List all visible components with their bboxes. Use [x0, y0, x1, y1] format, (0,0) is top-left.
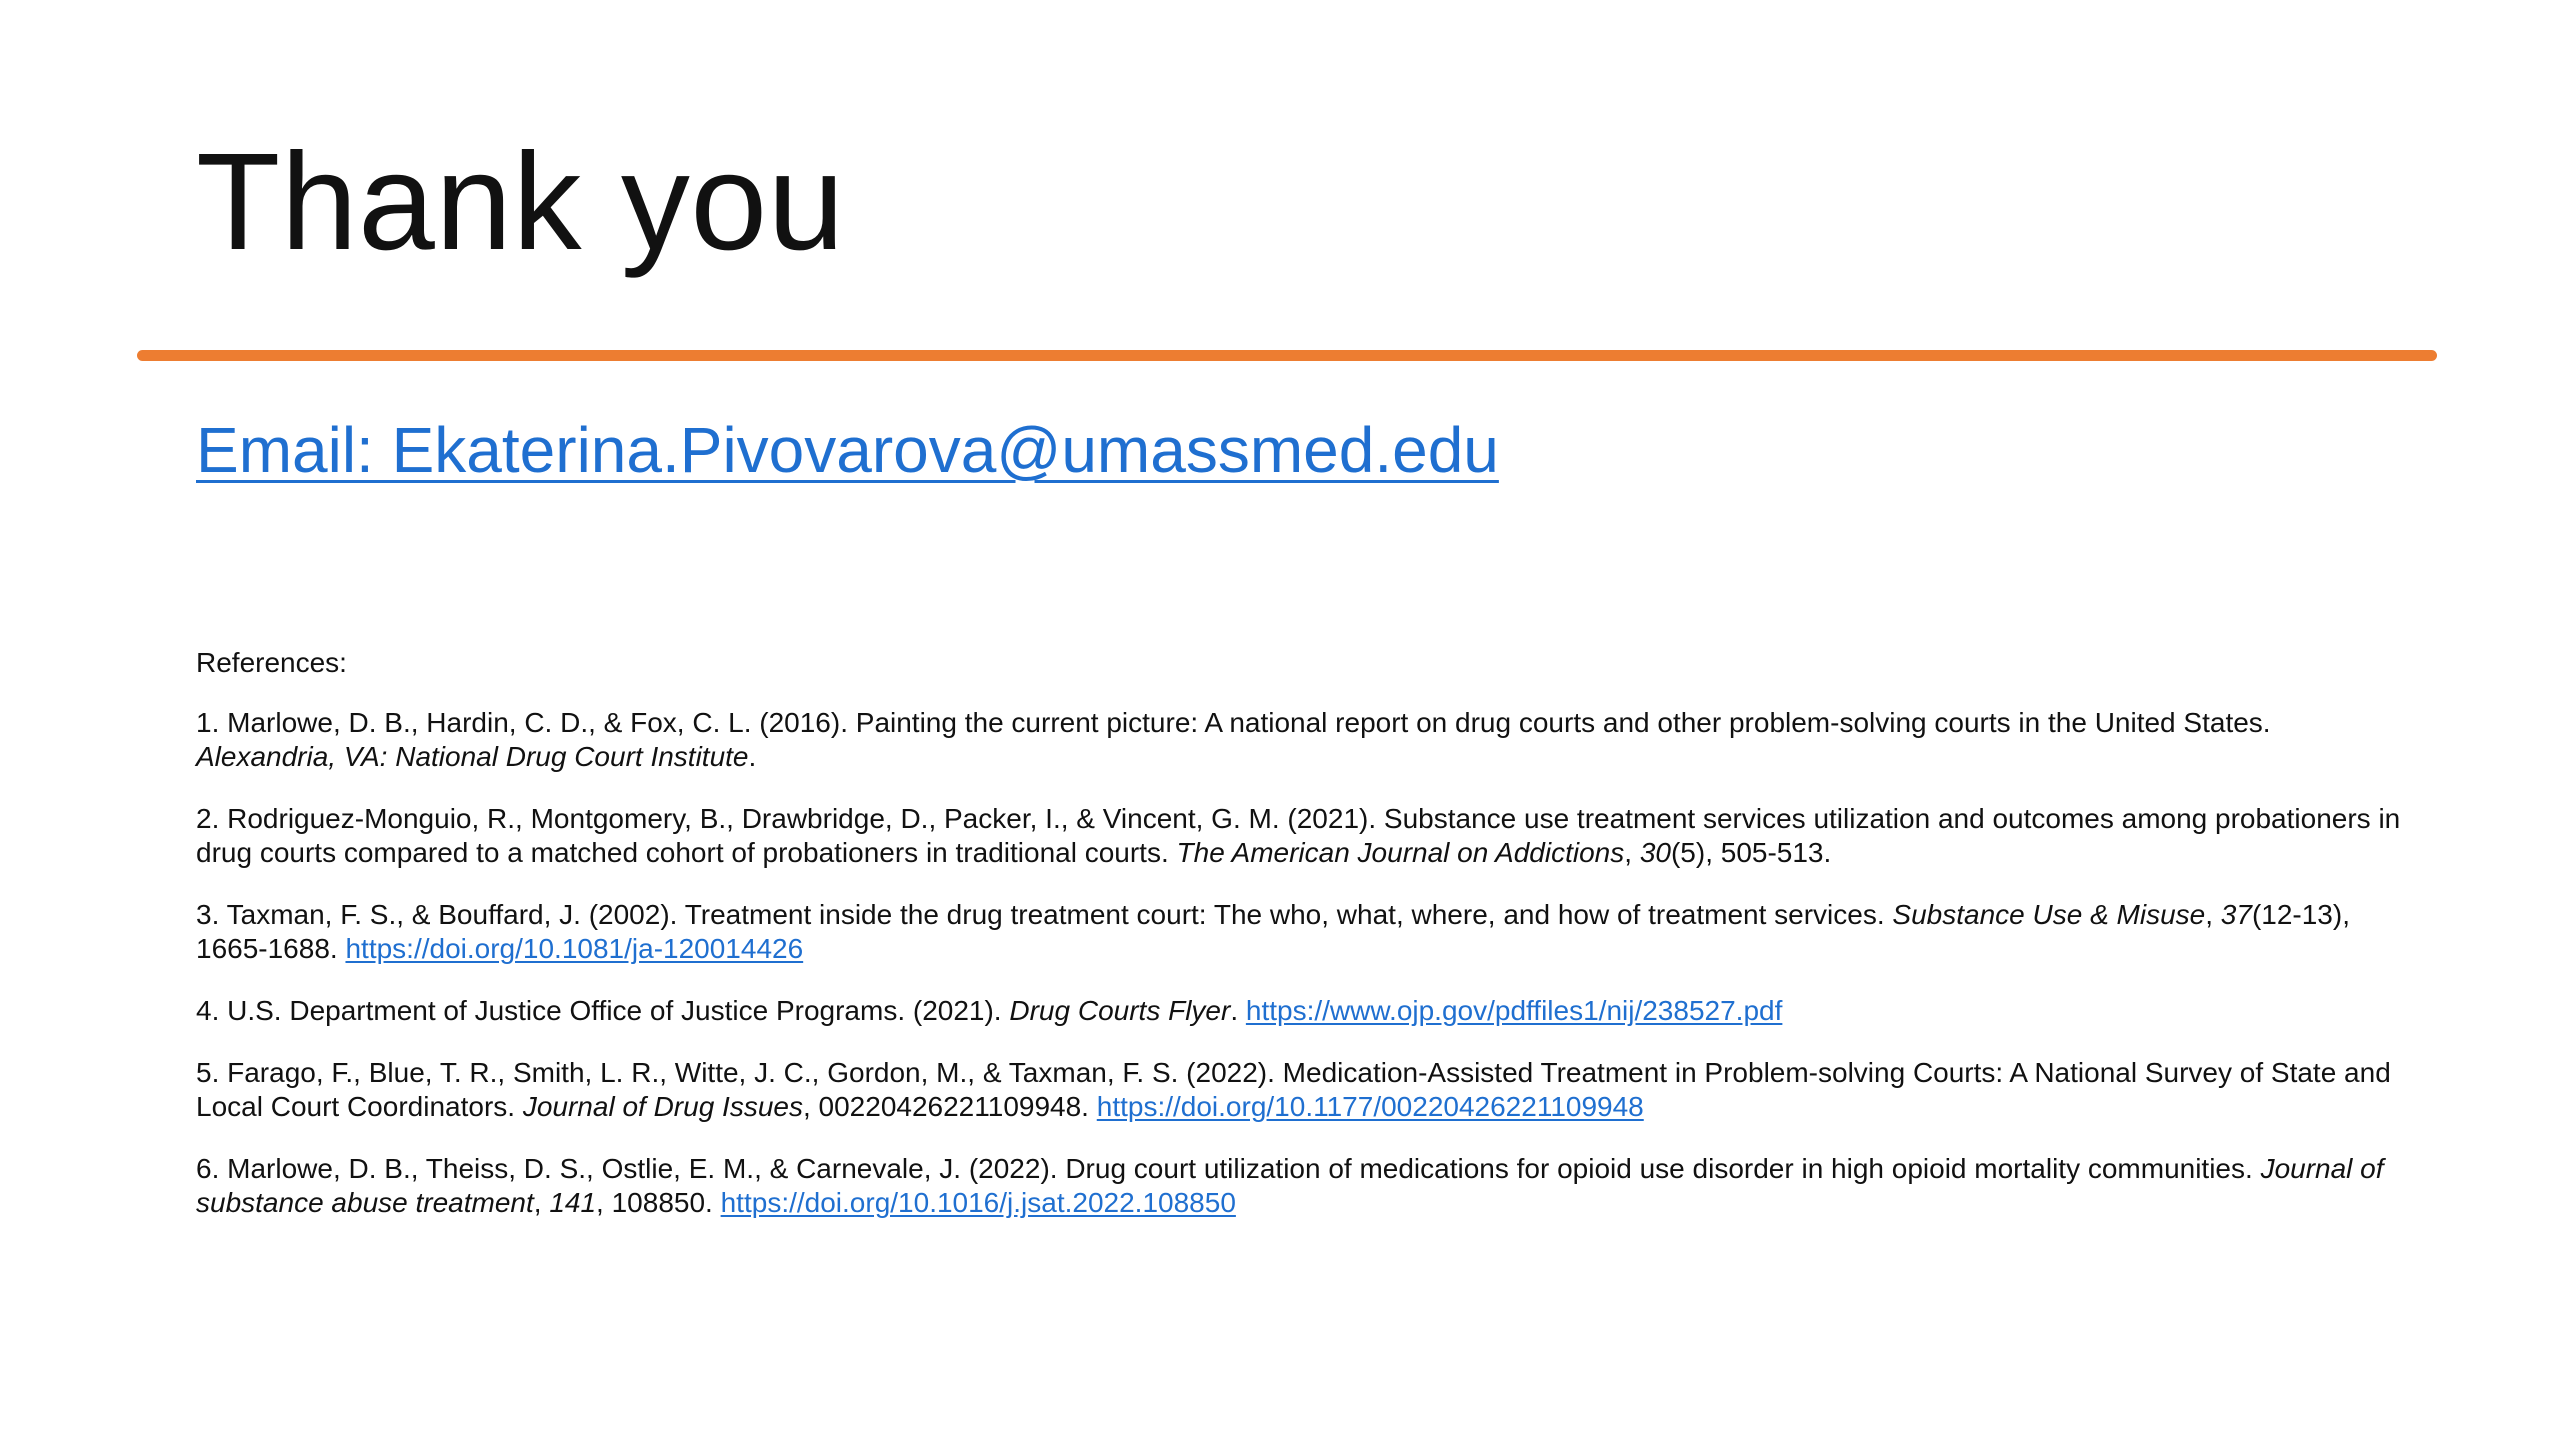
reference-item-5 [196, 1056, 2416, 1124]
references-heading: References: [196, 647, 347, 678]
reference-source: Journal of Drug Issues [522, 1091, 803, 1122]
reference-volume: 37 [2220, 899, 2252, 930]
reference-suffix: (12-13), 1665-1688. [196, 899, 2350, 964]
reference-suffix: (5), 505-513. [1670, 837, 1832, 868]
reference-source: Journal of substance abuse treatment [196, 1153, 2384, 1218]
reference-item-6 [196, 1152, 2416, 1220]
title-divider [137, 350, 2437, 361]
reference-separator: , [1624, 837, 1640, 868]
reference-source: Substance Use & Misuse [1892, 899, 2206, 930]
reference-suffix: . [1230, 995, 1246, 1026]
reference-item-3 [196, 898, 2416, 966]
reference-text: 3. Taxman, F. S., & Bouffard, J. (2002). Treatment inside the drug treatment court: The who, what, where, and how of treatment services. [196, 899, 1893, 930]
reference-text: 2. Rodriguez-Monguio, R., Montgomery, B., Drawbridge, D., Packer, I., & Vincent, G. M. (2021). Substance use treatment services utilization and outcomes among probationers in drug courts compared to a matched cohort of probationers in traditional courts. [196, 803, 2401, 868]
reference-source: The American Journal on Addictions [1176, 837, 1625, 868]
slide-title: Thank you [196, 125, 845, 279]
reference-volume: 141 [549, 1187, 597, 1218]
reference-text: 1. Marlowe, D. B., Hardin, C. D., & Fox, C. L. (2016). Painting the current picture: A national report on drug courts and other problem-solving courts in the United States. [196, 707, 2271, 738]
reference-source: Alexandria, VA: National Drug Court Institute [196, 741, 749, 772]
reference-item-1 [196, 706, 2416, 774]
reference-item-4 [196, 994, 2416, 1028]
reference-doi-link[interactable]: https://doi.org/10.1177/00220426221109948 [1096, 1091, 1644, 1122]
reference-item-2 [196, 802, 2416, 870]
reference-suffix: , 00220426221109948. [802, 1091, 1097, 1122]
email-link[interactable]: Email: Ekaterina.Pivovarova@umassmed.edu [196, 414, 1499, 486]
reference-separator: , [2205, 899, 2221, 930]
reference-separator: , [533, 1187, 550, 1218]
reference-doi-link[interactable]: https://doi.org/10.1016/j.jsat.2022.108850 [720, 1187, 1236, 1218]
reference-url-link[interactable]: https://www.ojp.gov/pdffiles1/nij/238527.pdf [1245, 995, 1783, 1026]
reference-suffix: , 108850. [596, 1187, 721, 1218]
reference-text: 5. Farago, F., Blue, T. R., Smith, L. R., Witte, J. C., Gordon, M., & Taxman, F. S. (2022). Medication-Assisted Treatment in Problem-solving Courts: A National Survey of State and Local Court Coordinators. [196, 1057, 2391, 1122]
reference-source: Drug Courts Flyer [1009, 995, 1231, 1026]
reference-volume: 30 [1639, 837, 1671, 868]
reference-doi-link[interactable]: https://doi.org/10.1081/ja-120014426 [345, 933, 804, 964]
references-section [196, 646, 2416, 1248]
reference-text: 4. U.S. Department of Justice Office of Justice Programs. (2021). [196, 995, 1010, 1026]
reference-text: 6. Marlowe, D. B., Theiss, D. S., Ostlie, E. M., & Carnevale, J. (2022). Drug court utilization of medications for opioid use disorder in high opioid mortality communities. [196, 1153, 2261, 1184]
reference-suffix: . [748, 741, 757, 772]
